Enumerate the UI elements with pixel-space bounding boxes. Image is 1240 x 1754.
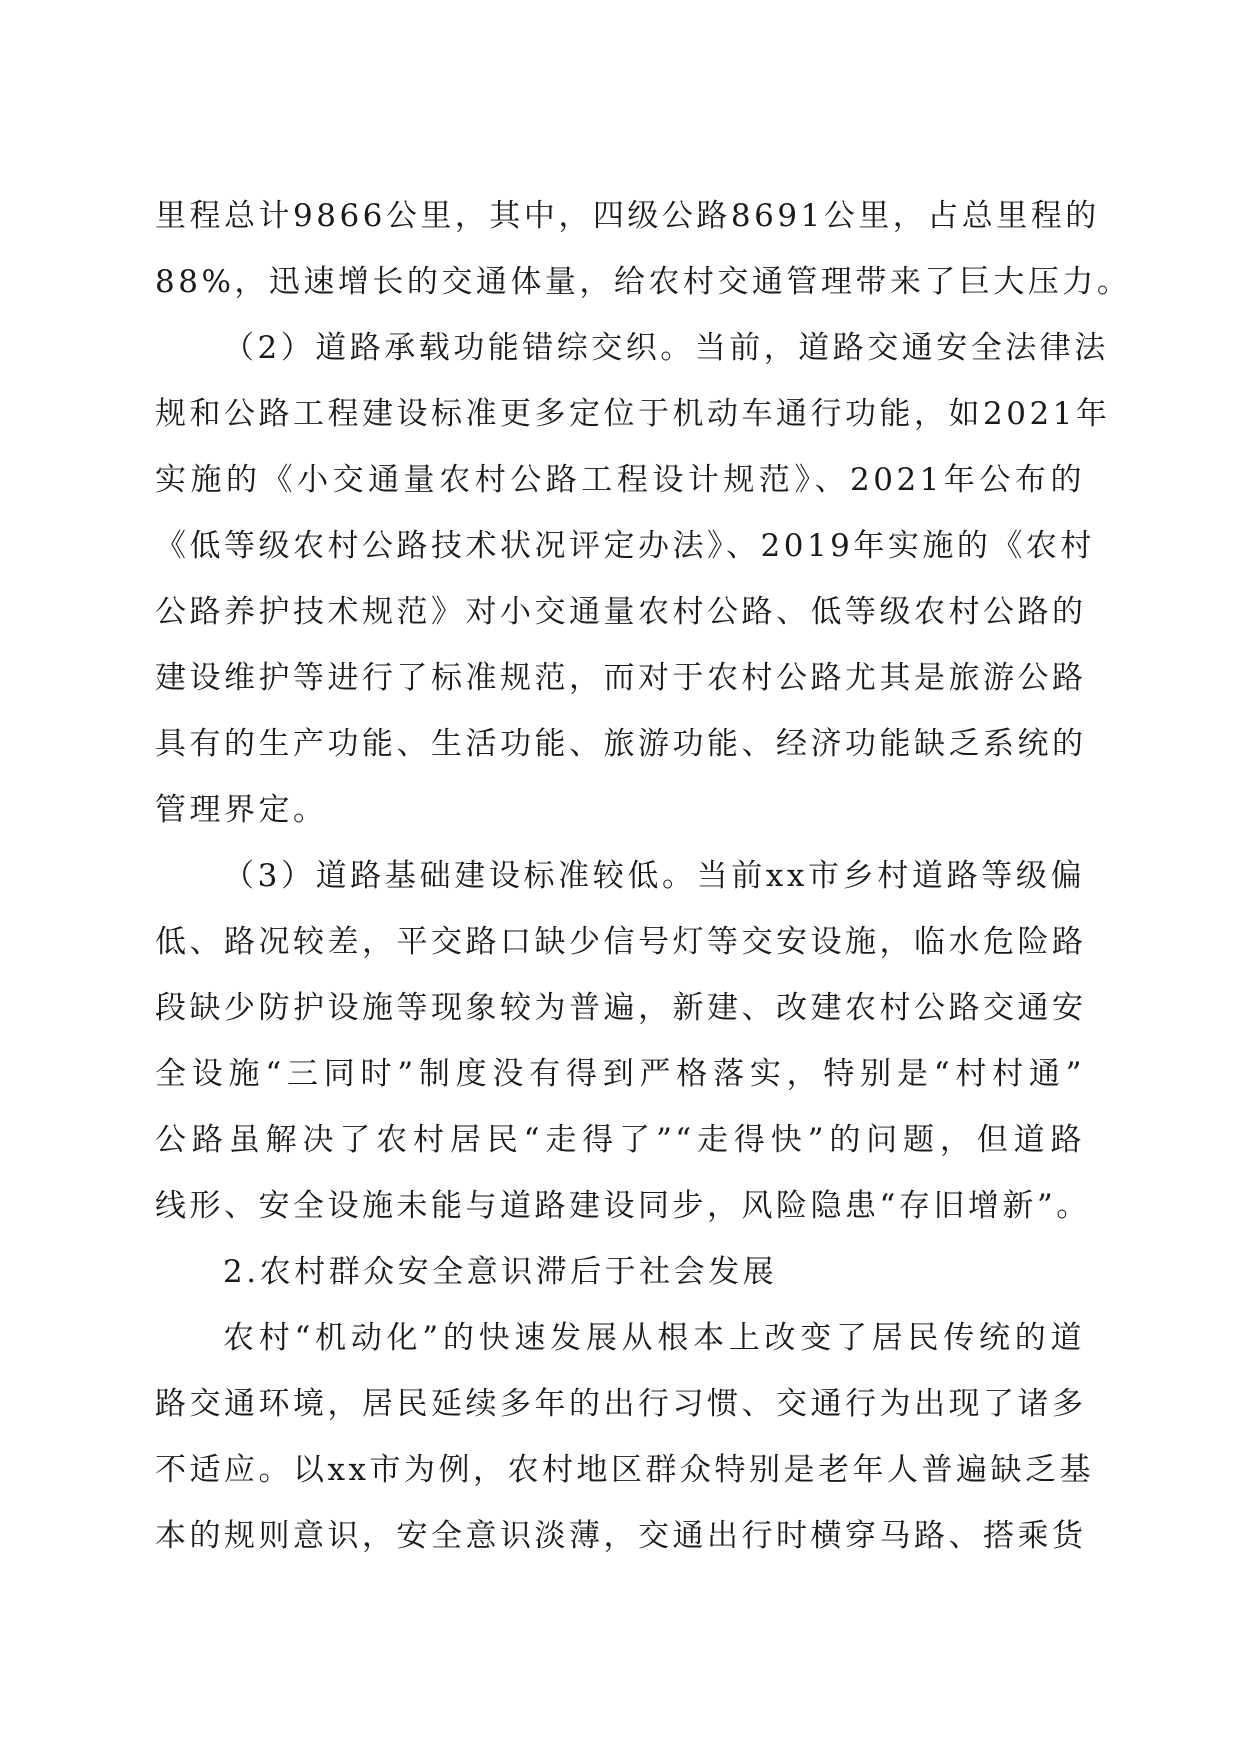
paragraph-line: 农村“机动化”的快速发展从根本上改变了居民传统的道 — [223, 1320, 1085, 1356]
paragraph-line: 88%，迅速增长的交通体量，给农村交通管理带来了巨大压力。 — [155, 264, 1132, 300]
paragraph-line: 全设施“三同时”制度没有得到严格落实，特别是“村村通” — [155, 1056, 1085, 1092]
paragraph-line: 本的规则意识，安全意识淡薄，交通出行时横穿马路、搭乘货 — [155, 1518, 1087, 1554]
paragraph-line: 路交通环境，居民延续多年的出行习惯、交通行为出现了诸多 — [155, 1386, 1087, 1422]
paragraph-line: 公路虽解决了农村居民“走得了”“走得快”的问题，但道路 — [155, 1122, 1085, 1158]
paragraph-line: 《低等级农村公路技术状况评定办法》、2019年实施的《农村 — [155, 528, 1095, 564]
paragraph-line: 里程总计9866公里，其中，四级公路8691公里，占总里程的 — [155, 198, 1100, 234]
paragraph-line: 建设维护等进行了标准规范，而对于农村公路尤其是旅游公路 — [155, 660, 1087, 696]
document-body — [155, 183, 1132, 1569]
paragraph-line: 管理界定。 — [155, 792, 328, 828]
paragraph-line: 线形、安全设施未能与道路建设同步，风险隐患“存旧增新”。 — [155, 1188, 1091, 1224]
paragraph-line: 段缺少防护设施等现象较为普遍，新建、改建农村公路交通安 — [155, 990, 1087, 1026]
paragraph-line: （2）道路承载功能错综交织。当前，道路交通安全法律法 — [223, 330, 1109, 366]
paragraph-line: 不适应。以xx市为例，农村地区群众特别是老年人普遍缺乏基 — [155, 1452, 1094, 1488]
paragraph-line: 实施的《小交通量农村公路工程设计规范》、2021年公布的 — [155, 462, 1085, 498]
paragraph-line: 公路养护技术规范》对小交通量农村公路、低等级农村公路的 — [155, 594, 1087, 630]
paragraph-line: 低、路况较差，平交路口缺少信号灯等交安设施，临水危险路 — [155, 924, 1087, 960]
paragraph-line: 规和公路工程建设标准更多定位于机动车通行功能，如2021年 — [155, 396, 1111, 432]
paragraph-line: （3）道路基础建设标准较低。当前xx市乡村道路等级偏 — [223, 858, 1085, 894]
section-heading: 2.农村群众安全意识滞后于社会发展 — [223, 1254, 778, 1290]
paragraph-line: 具有的生产功能、生活功能、旅游功能、经济功能缺乏系统的 — [155, 726, 1087, 762]
